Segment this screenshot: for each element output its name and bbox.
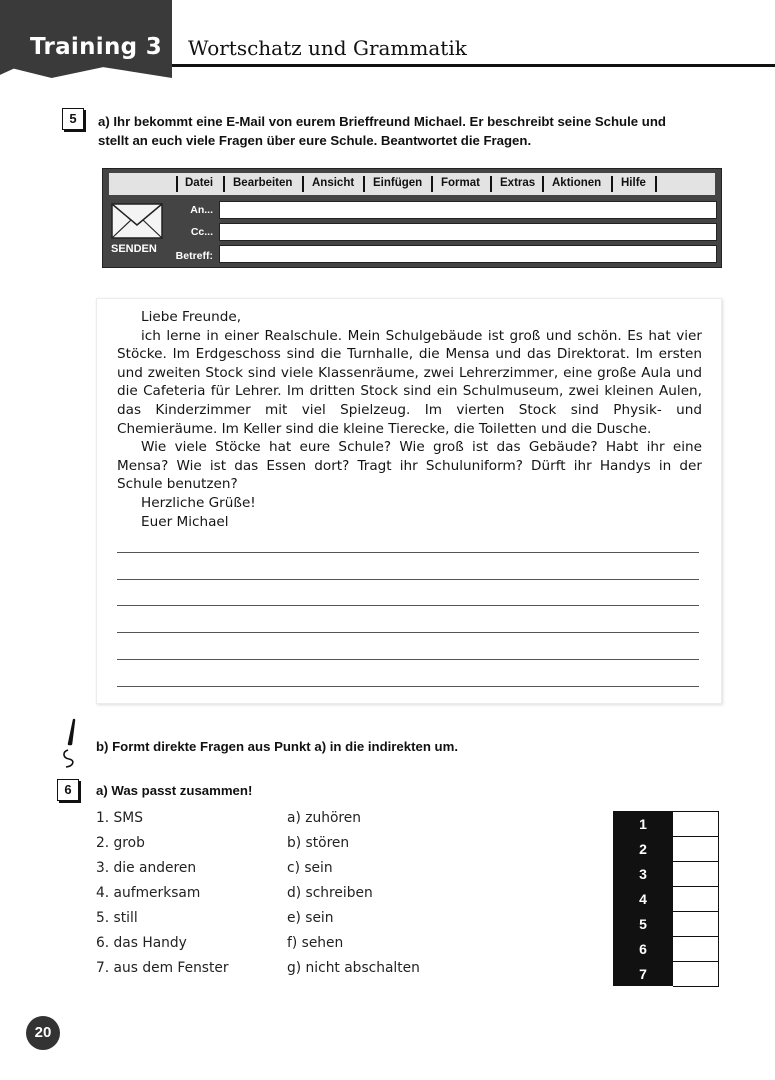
- answer-line[interactable]: [117, 579, 699, 580]
- to-label: An...: [190, 204, 213, 216]
- section-label: Training 3: [30, 34, 163, 60]
- answer-row: [613, 911, 719, 936]
- menu-aktionen[interactable]: Aktionen: [552, 177, 602, 189]
- page-title: Wortschatz und Grammatik: [188, 36, 467, 60]
- menu-hilfe[interactable]: Hilfe: [621, 177, 646, 189]
- task5-instruction-line1: a) Ihr bekommt eine E-Mail von eurem Brieffreund Michael. Er beschreibt seine Schule und: [98, 114, 666, 129]
- menu-bearbeiten[interactable]: Bearbeiten: [233, 177, 293, 189]
- menu-separator: [431, 176, 433, 192]
- answer-row-number: 4: [613, 886, 673, 911]
- menu-separator: [611, 176, 613, 192]
- answer-line[interactable]: [117, 632, 699, 633]
- answer-cell[interactable]: [673, 811, 719, 837]
- cc-field[interactable]: [219, 223, 717, 241]
- menu-separator: [302, 176, 304, 192]
- menu-separator: [655, 176, 657, 192]
- email-client-window: [102, 168, 722, 268]
- answer-row-number: 5: [613, 911, 673, 936]
- cc-label: Cc...: [190, 226, 213, 238]
- list-item: c) sein: [287, 860, 333, 876]
- send-button[interactable]: SENDEN: [111, 243, 157, 255]
- answer-line[interactable]: [117, 605, 699, 606]
- exclamation-icon: [60, 718, 82, 768]
- task6-instruction: a) Was passt zusammen!: [96, 783, 253, 798]
- task-number-5: 5: [62, 108, 84, 130]
- letter-paragraph-2: Wie viele Stöcke hat eure Schule? Wie groß ist das Gebäude? Habt ihr eine Mensa? Wie ist das Essen dort? Tragt ihr Schuluniform? Dürft ihr Handys in der Schule benutzen?: [117, 439, 702, 493]
- list-item: d) schreiben: [287, 885, 373, 901]
- list-item: a) zuhören: [287, 810, 361, 826]
- answer-cell[interactable]: [673, 886, 719, 912]
- answer-cell[interactable]: [673, 961, 719, 987]
- task5-instruction-line2: stellt an euch viele Fragen über eure Schule. Beantwortet die Fragen.: [98, 133, 532, 148]
- answer-cell[interactable]: [673, 861, 719, 887]
- answer-line[interactable]: [117, 552, 699, 553]
- answer-row: [613, 836, 719, 861]
- list-item: g) nicht abschalten: [287, 960, 420, 976]
- answer-row-number: 1: [613, 811, 673, 836]
- menu-separator: [223, 176, 225, 192]
- answer-line[interactable]: [117, 686, 699, 687]
- letter-body: [117, 308, 702, 531]
- menu-separator: [490, 176, 492, 192]
- email-menu-bar: [109, 173, 715, 195]
- answer-row-number: 7: [613, 961, 673, 986]
- list-item: e) sein: [287, 910, 334, 926]
- answer-row: [613, 961, 719, 986]
- answer-row-number: 6: [613, 936, 673, 961]
- answer-grid: [613, 811, 719, 988]
- letter-greeting: Liebe Freunde,: [141, 309, 242, 325]
- list-item: 2. grob: [96, 835, 145, 851]
- answer-row-number: 3: [613, 861, 673, 886]
- answer-row: [613, 811, 719, 836]
- list-item: f) sehen: [287, 935, 344, 951]
- answer-cell[interactable]: [673, 936, 719, 962]
- menu-format[interactable]: Format: [441, 177, 480, 189]
- answer-row-number: 2: [613, 836, 673, 861]
- menu-datei[interactable]: Datei: [185, 177, 214, 189]
- list-item: 4. aufmerksam: [96, 885, 201, 901]
- list-item: 6. das Handy: [96, 935, 187, 951]
- answer-row: [613, 861, 719, 886]
- letter-signature: Euer Michael: [141, 513, 229, 530]
- list-item: 5. still: [96, 910, 138, 926]
- menu-extras[interactable]: Extras: [500, 177, 536, 189]
- header-divider: [172, 64, 775, 67]
- subject-label: Betreff:: [175, 250, 213, 262]
- list-item: 7. aus dem Fenster: [96, 960, 229, 976]
- task5b-instruction: b) Formt direkte Fragen aus Punkt a) in die indirekten um.: [96, 739, 458, 754]
- answer-row: [613, 886, 719, 911]
- menu-einfuegen[interactable]: Einfügen: [373, 177, 423, 189]
- menu-separator: [542, 176, 544, 192]
- letter-closing: Herzliche Grüße!: [141, 494, 256, 511]
- list-item: 3. die anderen: [96, 860, 197, 876]
- subject-field[interactable]: [219, 245, 717, 263]
- answer-row: [613, 936, 719, 961]
- answer-cell[interactable]: [673, 836, 719, 862]
- page-number: 20: [26, 1016, 60, 1050]
- answer-cell[interactable]: [673, 911, 719, 937]
- menu-ansicht[interactable]: Ansicht: [312, 177, 355, 189]
- menu-separator: [176, 176, 178, 192]
- letter-paragraph-1: ich lerne in einer Realschule. Mein Schulgebäude ist groß und schön. Es hat vier Stöcke. Im Erdgeschoss sind die Turnhalle, die Mensa und das Direktorat. Im ersten und zweiten Stock sind viele Klassenräume, zwei Lehrerzimmer, eine große Aula und die Cafeteria für Lehrer. Im dritten Stock sind ein Schulmuseum, zwei kleinen Aulen, das Kinderzimmer mit viel Spielzeug. Im vierten Stock sind Physik- und Chemieräume. Im Keller sind die kleine Tierecke, die Toiletten und die Dusche.: [117, 327, 702, 437]
- list-item: b) stören: [287, 835, 350, 851]
- to-field[interactable]: [219, 201, 717, 219]
- answer-line[interactable]: [117, 659, 699, 660]
- task-number-6: 6: [57, 779, 79, 801]
- list-item: 1. SMS: [96, 810, 143, 826]
- menu-separator: [363, 176, 365, 192]
